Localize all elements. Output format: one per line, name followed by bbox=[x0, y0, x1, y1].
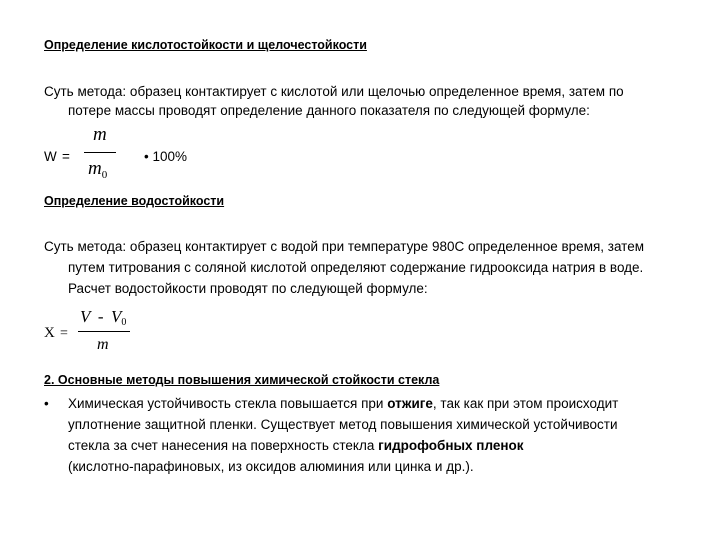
fraction-bar bbox=[78, 331, 130, 332]
bullet-marker: • bbox=[44, 396, 49, 411]
paragraph-line: уплотнение защитной пленки. Существует метод повышения химической устойчивости bbox=[68, 417, 618, 432]
formula-lhs: W bbox=[44, 149, 57, 164]
paragraph-line: потере массы проводят определение данного показателя по следующей формуле: bbox=[68, 103, 590, 118]
formula-equals: = bbox=[60, 326, 68, 341]
paragraph-line: Расчет водостойкости проводят по следующей формуле: bbox=[68, 281, 428, 296]
paragraph-line: Суть метода: образец контактирует с кислотой или щелочью определенное время, затем по bbox=[44, 84, 624, 99]
fraction-bar bbox=[84, 152, 116, 153]
formula-denominator: $m_0$ bbox=[88, 158, 108, 181]
formula-equals: = bbox=[62, 149, 70, 164]
emphasis-hydrophobic-films: гидрофобных пленок bbox=[378, 438, 524, 453]
heading-chemical-resistance-methods: 2. Основные методы повышения химической стойкости стекла bbox=[44, 373, 440, 387]
heading-acid-alkali-resistance: Определение кислотостойкости и щелочестойкости bbox=[44, 38, 367, 52]
heading-water-resistance: Определение водостойкости bbox=[44, 194, 225, 208]
paragraph-line: (кислотно-парафиновых, из оксидов алюминия или цинка и др.). bbox=[68, 459, 474, 474]
paragraph-line: путем титрования с соляной кислотой определяют содержание гидрооксида натрия в воде. bbox=[68, 260, 644, 275]
formula-multiplier: • 100% bbox=[144, 149, 188, 164]
paragraph-line: стекла за счет нанесения на поверхность стекла гидрофобных пленок bbox=[68, 438, 524, 453]
paragraph-line: Суть метода: образец контактирует с водой при температуре 980С определенное время, затем bbox=[44, 239, 645, 254]
formula-numerator: m bbox=[93, 124, 107, 145]
emphasis-annealing: отжиге bbox=[387, 396, 433, 411]
formula-lhs: X bbox=[44, 325, 55, 341]
paragraph-line: Химическая устойчивость стекла повышается при отжиге, так как при этом происходит bbox=[68, 396, 619, 411]
formula-denominator: m bbox=[97, 336, 109, 353]
formula-numerator: V - V0 bbox=[80, 307, 127, 328]
